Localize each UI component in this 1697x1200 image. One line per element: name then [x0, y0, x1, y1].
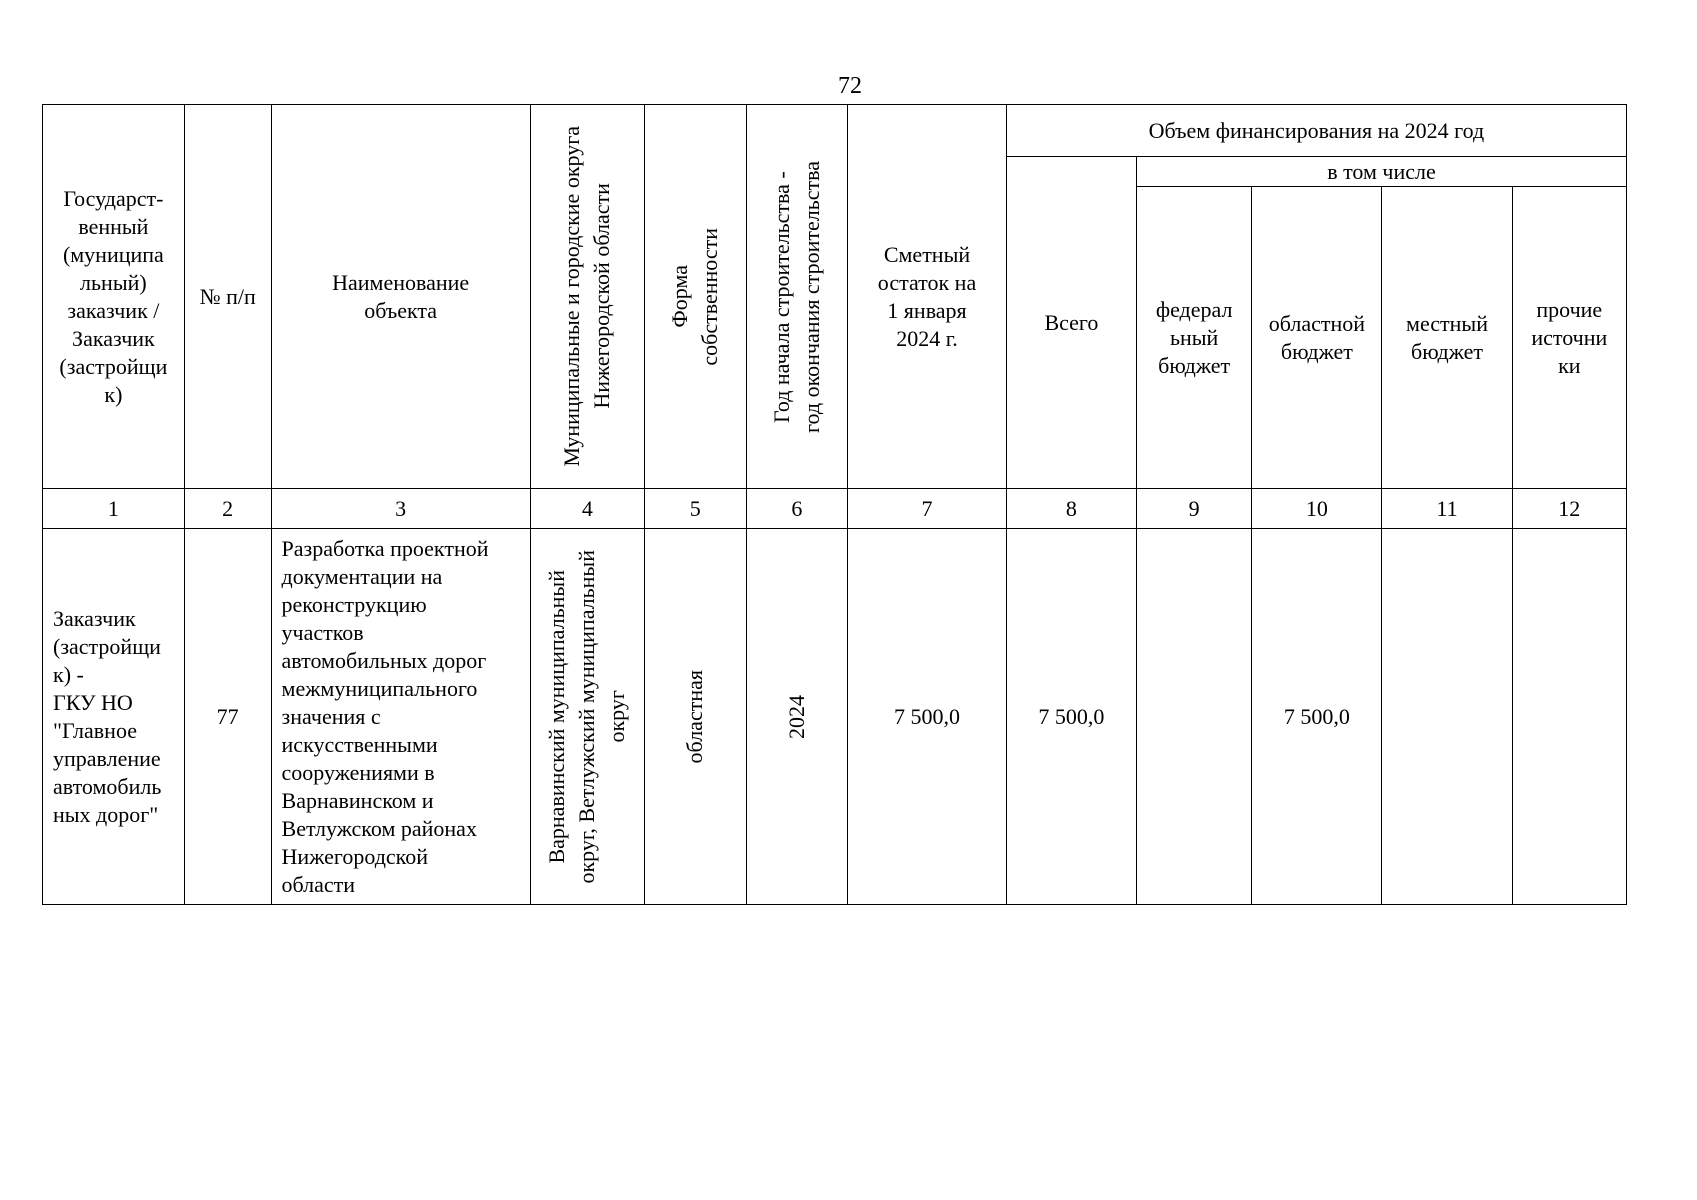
- row-object-name: [271, 529, 530, 905]
- row-local: [1382, 529, 1512, 905]
- header-customer-text: Государст- венный (муниципа льный) заказчик / Заказчик (застройщи к): [59, 185, 168, 407]
- header-estimate-text: Сметный остаток на 1 января 2024 г.: [877, 241, 977, 351]
- header-local: [1382, 187, 1512, 489]
- header-total: [1006, 157, 1136, 489]
- row-years-text: 2024: [783, 694, 809, 739]
- row-municipality-text: Варнавинский муниципальный округ, Ветлужский муниципальный округ: [544, 549, 630, 884]
- row-federal: [1136, 529, 1251, 905]
- column-number: 9: [1136, 489, 1251, 529]
- header-regional: [1252, 187, 1382, 489]
- column-number: 4: [530, 489, 644, 529]
- column-number: 3: [271, 489, 530, 529]
- header-federal-text: федерал ьный бюджет: [1155, 296, 1233, 378]
- header-funding-group-text: Объем финансирования на 2024 год: [1148, 117, 1485, 143]
- row-customer: [43, 529, 185, 905]
- header-funding-group: [1006, 105, 1626, 157]
- header-estimate: [848, 105, 1007, 489]
- header-municipality-text: Муниципальные и городские округа Нижегородской области: [559, 126, 615, 467]
- row-estimate: [848, 529, 1007, 905]
- row-other: [1512, 529, 1626, 905]
- header-other: [1512, 187, 1626, 489]
- column-number: 2: [184, 489, 271, 529]
- row-ownership: [645, 529, 747, 905]
- header-customer: [43, 105, 185, 489]
- header-ownership-text: Форма собственности: [667, 227, 723, 366]
- header-row: [43, 105, 1627, 157]
- header-local-text: местный бюджет: [1406, 310, 1488, 364]
- column-number: 1: [43, 489, 185, 529]
- column-number: 12: [1512, 489, 1626, 529]
- header-ownership: [645, 105, 747, 489]
- row-regional-text: 7 500,0: [1283, 703, 1350, 729]
- row-num: [184, 529, 271, 905]
- header-including: [1136, 157, 1626, 187]
- header-including-text: в том числе: [1327, 158, 1436, 184]
- column-number: 11: [1382, 489, 1512, 529]
- header-other-text: прочие источни ки: [1531, 296, 1608, 378]
- header-object-name-text: Наименование объекта: [332, 269, 470, 323]
- column-number: 5: [645, 489, 747, 529]
- column-number: 8: [1006, 489, 1136, 529]
- row-total-text: 7 500,0: [1038, 703, 1105, 729]
- column-numbers-row: [43, 489, 1627, 529]
- header-years: [746, 105, 848, 489]
- row-federal-text: [1137, 715, 1251, 719]
- header-years-text: Год начала строительства - год окончания строительства: [768, 160, 824, 433]
- column-number: 10: [1252, 489, 1382, 529]
- header-total-text: Всего: [1044, 309, 1099, 335]
- page-number: 72: [838, 73, 862, 99]
- header-federal: [1136, 187, 1251, 489]
- row-ownership-text: областная: [682, 669, 708, 764]
- row-years: [746, 529, 848, 905]
- financing-table: [42, 104, 1627, 905]
- row-local-text: [1382, 715, 1511, 719]
- header-regional-text: областной бюджет: [1268, 310, 1366, 364]
- header-municipality: [530, 105, 644, 489]
- row-other-text: [1513, 715, 1626, 719]
- column-number: 7: [848, 489, 1007, 529]
- row-total: [1006, 529, 1136, 905]
- row-customer-text: Заказчик (застройщи к) - ГКУ НО "Главное управление автомобиль ных дорог": [53, 605, 162, 827]
- header-object-name: [271, 105, 530, 489]
- header-num: [184, 105, 271, 489]
- row-regional: [1252, 529, 1382, 905]
- header-num-text: № п/п: [199, 283, 256, 309]
- row-municipality: [530, 529, 644, 905]
- row-estimate-text: 7 500,0: [893, 703, 960, 729]
- table-row: [43, 529, 1627, 905]
- row-num-text: 77: [216, 703, 239, 729]
- column-number: 6: [746, 489, 848, 529]
- row-object-name-text: Разработка проектной документации на реконструкцию участков автомобильных дорог межмуниципального значения с искусственными сооружениями в Варнавинском и Ветлужском районах Нижегородской области: [281, 535, 489, 897]
